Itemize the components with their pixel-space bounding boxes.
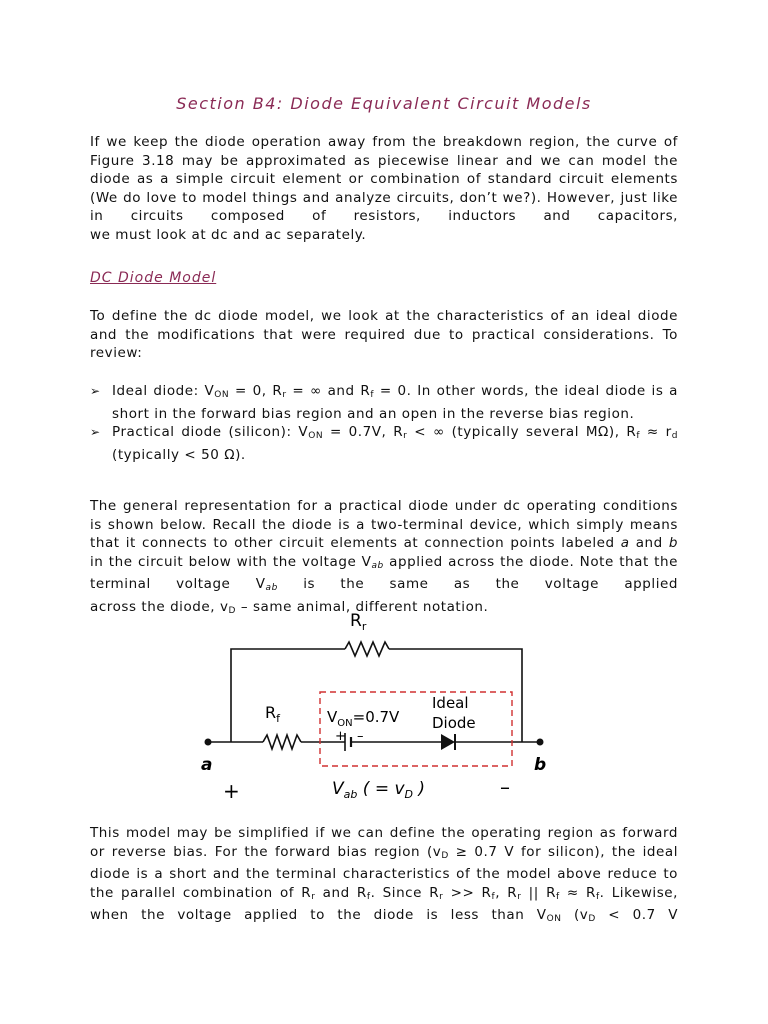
subheading-dc-diode-model: DC Diode Model bbox=[90, 270, 217, 286]
rr-resistor bbox=[345, 642, 389, 656]
node-a-terminal bbox=[205, 739, 212, 746]
representation-last-line: across the diode, $v_D$ – same animal, different notation. bbox=[90, 598, 489, 616]
rr-branch bbox=[231, 642, 522, 742]
list-item-ideal-diode: ➢ Ideal diode: $V_{ON} = 0$, $R_r$ = ∞ and $R_f = 0$. In other words, the ideal diode is a short in the forward bias region and an open in the reverse bias region. bbox=[90, 383, 678, 422]
vab-label: $V_{ab}$ ( = $v_D$ ) bbox=[332, 779, 426, 801]
define-last-line: review: bbox=[90, 345, 143, 362]
arrow-bullet-icon: ➢ bbox=[90, 384, 101, 398]
diode-types-list bbox=[90, 382, 678, 464]
minus-terminal-label: – bbox=[500, 775, 510, 799]
simplification-paragraph: This model may be simplified if we can define the operating region as forward or reverse bias. For the forward bias region ($v_D \ge 0.7$ V for silicon), the ideal diode is a short and the terminal characteristics of the model above reduce to the parallel combination of $R_r$ and $R_f$. Since $R_r >> R_f$, $R_r$ || $R_f \approx R_f$. Likewise, when the voltage applied to the diode is less than $V_{ON}$ ($v_D < 0.7$ V bbox=[90, 825, 678, 925]
ideal-label: Ideal bbox=[432, 694, 469, 712]
von-label: $V_{ON}=0.7V$ bbox=[327, 708, 400, 729]
intro-paragraph bbox=[90, 133, 678, 245]
define-text: To define the dc diode model, we look at the characteristics of an ideal diode and the modifications that were required due to practical considerations. To bbox=[90, 308, 678, 343]
battery-plus-sign: + bbox=[335, 729, 346, 744]
intro-text: If we keep the diode operation away from the breakdown region, the curve of Figure 3.18 may be approximated as piecewise linear and we can model the diode as a simple circuit element or combination of standard circuit elements (We do love to model things and analyze circuits, don’t we?). However, just like in circuits composed of resistors, inductors and capacitors, bbox=[90, 134, 678, 225]
node-a-label: a bbox=[201, 755, 213, 775]
rf-label: $R_f$ bbox=[265, 703, 280, 725]
plus-terminal-label: + bbox=[223, 779, 240, 803]
section-title: Section B4: Diode Equivalent Circuit Models bbox=[176, 94, 592, 113]
ideal-diode-symbol bbox=[441, 734, 455, 750]
battery-minus-sign: – bbox=[357, 729, 364, 744]
list-item-practical-diode: ➢ Practical diode (silicon): $V_{ON} = 0.7V$, $R_r$ < ∞ (typically several MΩ), $R_f \approx r_d$ (typically < 50 Ω). bbox=[90, 424, 678, 463]
intro-last-line: we must look at dc and ac separately. bbox=[90, 226, 367, 243]
diode-equivalent-circuit bbox=[195, 606, 547, 816]
dashed-diode-box bbox=[320, 692, 512, 766]
arrow-bullet-icon: ➢ bbox=[90, 425, 101, 440]
rf-resistor bbox=[263, 735, 301, 749]
define-paragraph bbox=[90, 307, 678, 363]
diode-label: Diode bbox=[432, 714, 476, 732]
rr-label: $R_r$ bbox=[350, 611, 367, 633]
node-b-terminal bbox=[537, 739, 544, 746]
node-b-label: b bbox=[534, 755, 547, 775]
representation-paragraph: The general representation for a practical diode under dc operating conditions is shown below. Recall the diode is a two-terminal device, which simply means that it connects to other circuit elements at connection points labeled a and b in the circuit below with the voltage $V_{ab}$ applied across the diode. Note that the terminal voltage $V_{ab}$ is the same as the voltage applied across the diode, $v_D$ – same animal, different notation. bbox=[90, 497, 678, 621]
rf-branch bbox=[208, 733, 540, 751]
